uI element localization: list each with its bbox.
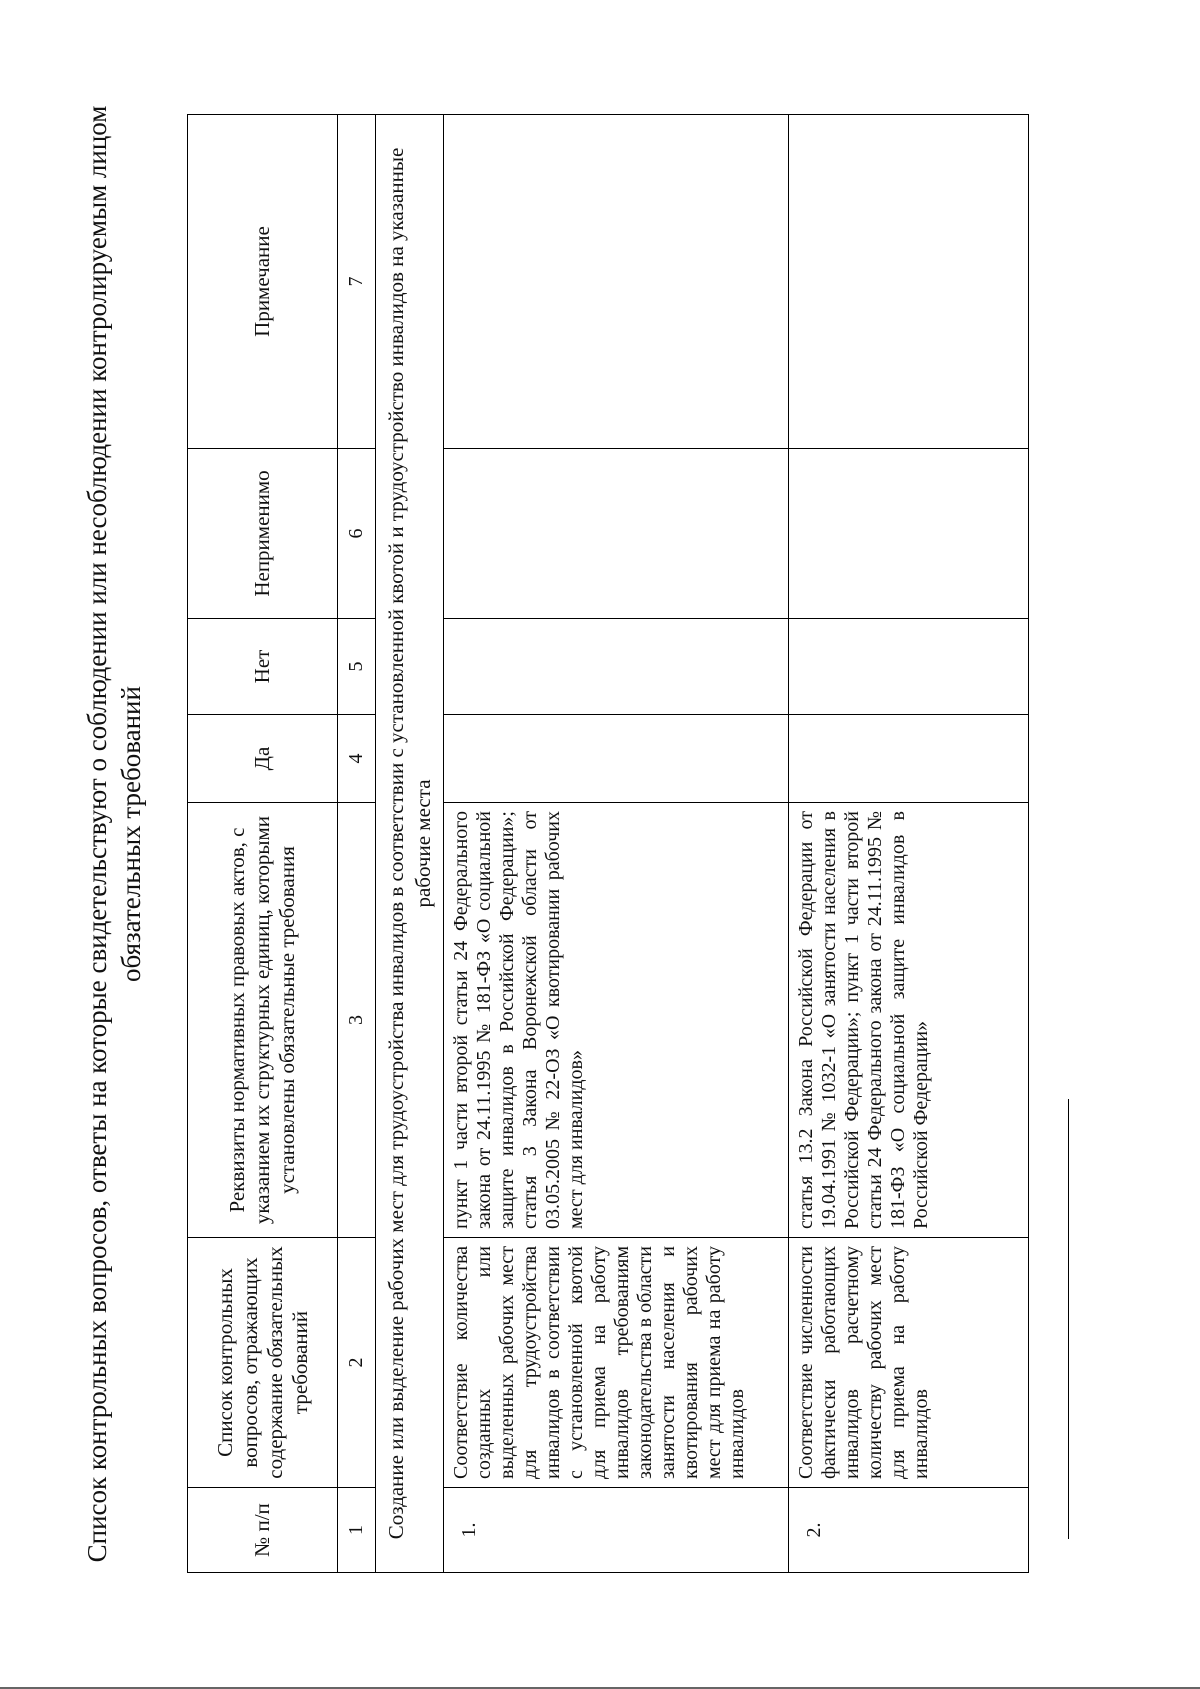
column-number: 5 — [338, 619, 376, 715]
row-number: 1. — [444, 1488, 789, 1573]
header-not-applicable: Неприменимо — [188, 449, 338, 619]
row-number: 2. — [789, 1488, 1029, 1573]
row-answer-yes[interactable] — [444, 715, 789, 803]
header-row — [188, 115, 338, 1573]
column-number: 6 — [338, 449, 376, 619]
header-note: Примечание — [188, 115, 338, 449]
column-number: 2 — [338, 1238, 376, 1488]
row-question: Соответствие количества созданных или выделенных рабочих мест для трудоустройства инвалидов в соответствии с установленной квотой для приема на работу инвалидов требованиям законодательства в области занятости населения и квотирования рабочих мест для приема на работу инвалидов — [444, 1238, 789, 1488]
table-row — [789, 115, 1029, 1573]
document-title: Список контрольных вопросов, ответы на которые свидетельствуют о соблюдении или несоблюдении контролируемым лицом обязательных требований — [82, 105, 146, 1563]
column-number-row — [338, 115, 376, 1573]
row-answer-yes[interactable] — [789, 715, 1029, 803]
section-row — [376, 115, 444, 1573]
row-answer-no[interactable] — [789, 619, 1029, 715]
row-note[interactable] — [789, 115, 1029, 449]
row-note[interactable] — [444, 115, 789, 449]
column-number: 3 — [338, 803, 376, 1238]
row-answer-not-applicable[interactable] — [789, 449, 1029, 619]
signature-line — [1068, 1099, 1069, 1539]
section-heading: Создание или выделение рабочих мест для трудоустройства инвалидов в соответствии с установленной квотой и трудоустройство инвалидов на указанные рабочие места — [376, 115, 444, 1573]
row-reference: статья 13.2 Закона Российской Федерации от 19.04.1991 № 1032-1 «О занятости населения в Российской Федерации»; пункт 1 части второй статьи 24 Федерального закона от 24.11.1995 № 181-ФЗ «О социальной защите инвалидов в Российской Федерации» — [789, 803, 1029, 1238]
header-num: № п/п — [188, 1488, 338, 1573]
column-number: 7 — [338, 115, 376, 449]
header-question: Список контрольных вопросов, отражающих содержание обязательных требований — [188, 1238, 338, 1488]
column-number: 1 — [338, 1488, 376, 1573]
column-number: 4 — [338, 715, 376, 803]
header-reference: Реквизиты нормативных правовых актов, с указанием их структурных единиц, которыми установлены обязательные требования — [188, 803, 338, 1238]
header-no: Нет — [188, 619, 338, 715]
header-yes: Да — [188, 715, 338, 803]
row-answer-not-applicable[interactable] — [444, 449, 789, 619]
checklist-table — [187, 114, 1029, 1573]
table-row — [444, 115, 789, 1573]
row-answer-no[interactable] — [444, 619, 789, 715]
row-question: Соответствие численности фактически работающих инвалидов расчетному количеству рабочих мест для приема на работу инвалидов — [789, 1238, 1029, 1488]
row-reference: пункт 1 части второй статьи 24 Федерального закона от 24.11.1995 № 181-ФЗ «О социальной защите инвалидов в Российской Федерации»; статья 3 Закона Воронежской области от 03.05.2005 № 22-ОЗ «О квотировании рабочих мест для инвалидов» — [444, 803, 789, 1238]
